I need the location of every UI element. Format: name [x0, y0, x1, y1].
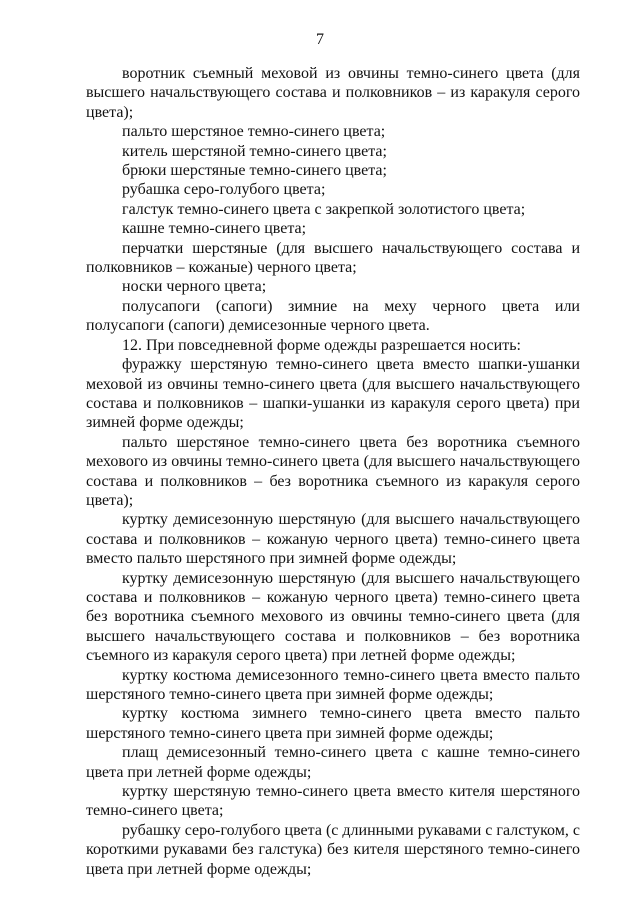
paragraph: куртку демисезонную шерстяную (для высшего начальствующего состава и полковников – кожаную черного цвета) темно-синего цвета без воротника съемного мехового из овчины темно-синего цвета (для высшего начальствующего состава и полковников – без воротника съемного из каракуля серого цвета) при летней форме одежды;	[86, 569, 580, 665]
page-number: 7	[316, 31, 324, 48]
paragraph: куртку шерстяную темно-синего цвета вместо кителя шерстяного темно-синего цвета;	[86, 783, 580, 820]
paragraph: галстук темно-синего цвета с закрепкой золотистого цвета;	[122, 200, 526, 218]
paragraph: полусапоги (сапоги) зимние на меху черного цвета или полусапоги (сапоги) демисезонные черного цвета.	[86, 297, 580, 335]
paragraph: пальто шерстяное темно-синего цвета без воротника съемного мехового из овчины темно-синего цвета (для высшего начальствующего состава и полковников – без воротника съемного из каракуля серого цвета);	[86, 433, 580, 509]
paragraph: куртку костюма зимнего темно-синего цвета вместо пальто шерстяного темно-синего цвета при зимней форме одежды;	[86, 705, 580, 742]
section-heading: 12. При повседневной форме одежды разрешается носить:	[122, 336, 521, 354]
paragraph: пальто шерстяное темно-синего цвета;	[122, 123, 386, 141]
paragraph: плащ демисезонный темно-синего цвета с кашне темно-синего цвета при летней форме одежды;	[86, 744, 580, 781]
paragraph: воротник съемный меховой из овчины темно-синего цвета (для высшего начальствующего состава и полковников – из каракуля серого цвета);	[86, 65, 580, 121]
paragraph: рубашка серо-голубого цвета;	[122, 181, 326, 199]
paragraph: куртку демисезонную шерстяную (для высшего начальствующего состава и полковников – кожаную черного цвета) темно-синего цвета вместо пальто шерстяного при зимней форме одежды;	[86, 511, 580, 568]
paragraph: кашне темно-синего цвета;	[122, 220, 307, 238]
document-body	[86, 64, 580, 879]
paragraph: брюки шерстяные темно-синего цвета;	[122, 162, 387, 180]
paragraph: китель шерстяной темно-синего цвета;	[122, 142, 387, 160]
paragraph: куртку костюма демисезонного темно-синего цвета вместо пальто шерстяного темно-синего цвета при зимней форме одежды;	[86, 666, 580, 703]
paragraph: носки черного цвета;	[122, 278, 267, 296]
paragraph: фуражку шерстяную темно-синего цвета вместо шапки-ушанки меховой из овчины темно-синего цвета (для высшего начальствующего состава и полковников – шапки-ушанки из каракуля серого цвета) при зимней форме одежды;	[86, 356, 580, 432]
paragraph: рубашку серо-голубого цвета (с длинными рукавами с галстуком, с короткими рукавами без галстука) без кителя шерстяного темно-синего цвета при летней форме одежды;	[86, 821, 580, 878]
paragraph: перчатки шерстяные (для высшего начальствующего состава и полковников – кожаные) черного цвета;	[86, 239, 580, 277]
